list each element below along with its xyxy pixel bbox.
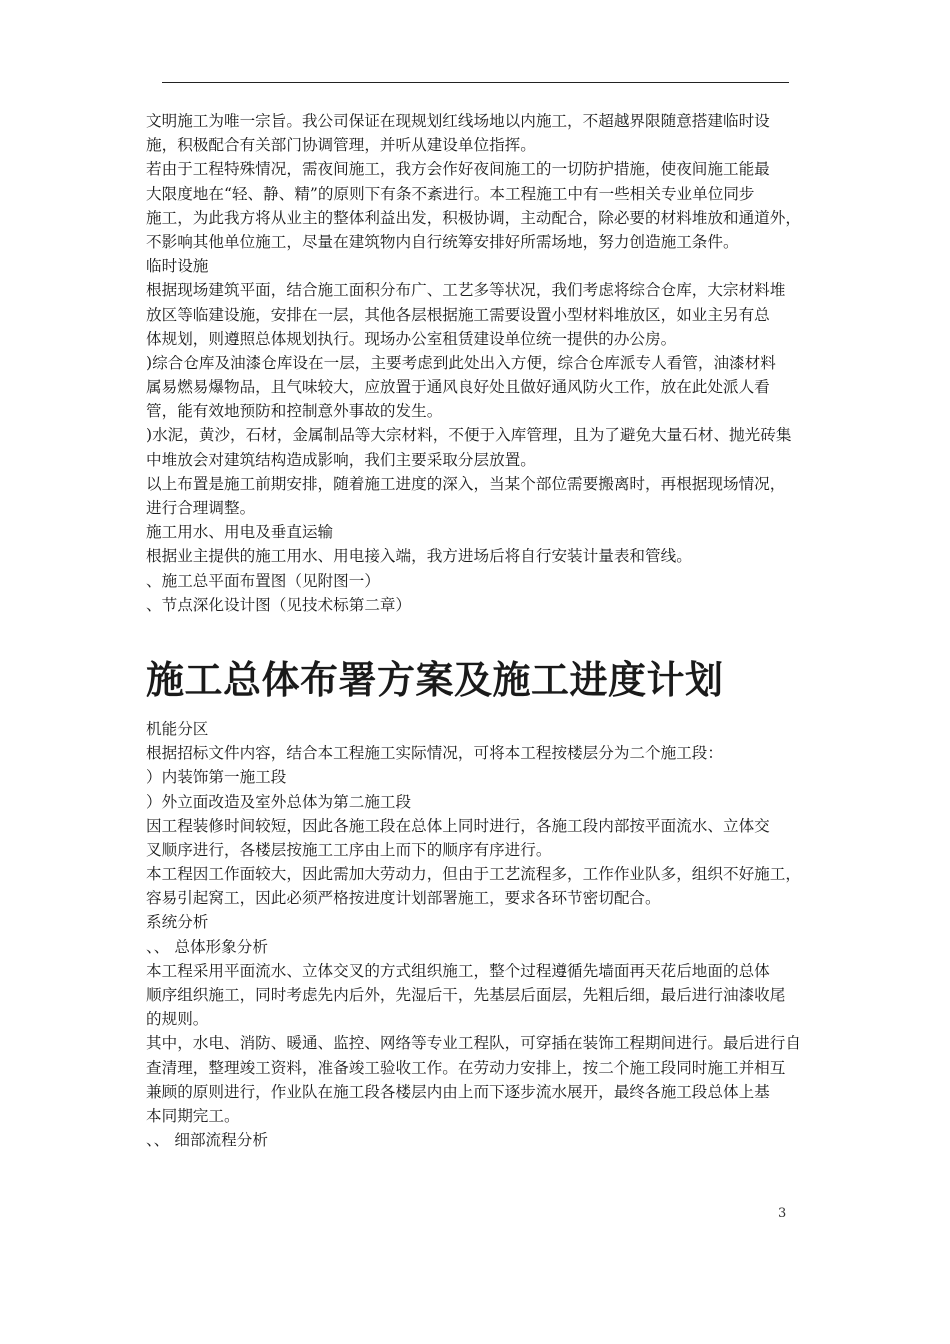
- text-line: 以上布置是施工前期安排，随着施工进度的深入，当某个部位需要搬离时，再根据现场情况，: [146, 474, 786, 493]
- text-line: 不影响其他单位施工，尽量在建筑物内自行统筹安排好所需场地，努力创造施工条件。: [146, 232, 739, 251]
- text-line: 其中，水电、消防、暖通、监控、网络等专业工程队，可穿插在装饰工程期间进行。最后进行自: [146, 1034, 801, 1053]
- text-line: 施，积极配合有关部门协调管理，并听从建设单位指挥。: [146, 136, 536, 155]
- text-line: 若由于工程特殊情况，需夜间施工，我方会作好夜间施工的一切防护措施，使夜间施工能最: [146, 160, 770, 179]
- text-line: 、施工总平面布置图（见附图一）: [146, 571, 380, 590]
- title-spacer: [146, 617, 814, 657]
- text-line: 施工用水、用电及垂直运输: [146, 523, 334, 542]
- text-line: )综合仓库及油漆仓库设在一层，主要考虑到此处出入方便，综合仓库派专人看管，油漆材料: [146, 353, 776, 372]
- text-line: 查清理，整理竣工资料，准备竣工验收工作。在劳动力安排上，按二个施工段同时施工并相互: [146, 1058, 786, 1077]
- text-line: 根据现场建筑平面，结合施工面积分布广、工艺多等状况，我们考虑将综合仓库，大宗材料堆: [146, 281, 786, 300]
- text-line: 体规划，则遵照总体规划执行。现场办公室租赁建设单位统一提供的办公房。: [146, 329, 677, 348]
- text-line: 叉顺序进行，各楼层按施工工序由上而下的顺序有序进行。: [146, 840, 552, 859]
- section-title: 施工总体布署方案及施工进度计划: [146, 657, 724, 702]
- text-line: 兼顾的原则进行，作业队在施工段各楼层内由上而下逐步流水展开，最终各施工段总体上基: [146, 1082, 770, 1101]
- text-line: 本工程因工作面较大，因此需加大劳动力，但由于工艺流程多，工作作业队多，组织不好施工，: [146, 865, 801, 884]
- text-line: 管，能有效地预防和控制意外事故的发生。: [146, 402, 443, 421]
- text-line: 临时设施: [146, 257, 209, 276]
- text-line: 的规则。: [146, 1010, 209, 1029]
- text-line: 、、 细部流程分析: [146, 1131, 268, 1150]
- text-line: 本同期完工。: [146, 1106, 240, 1125]
- text-line: 顺序组织施工，同时考虑先内后外，先湿后干，先基层后面层，先粗后细，最后进行油漆收尾: [146, 986, 786, 1004]
- text-line: 进行合理调整。: [146, 499, 256, 517]
- text-line: 容易引起窝工，因此必须严格按进度计划部署施工，要求各环节密切配合。: [146, 889, 661, 908]
- text-line: 文明施工为唯一宗旨。我公司保证在现规划红线场地以内施工，不超越界限随意搭建临时设: [146, 112, 770, 130]
- header-rule: [162, 82, 789, 83]
- text-line: 施工，为此我方将从业主的整体利益出发，积极协调，主动配合，除必要的材料堆放和通道外，: [146, 208, 801, 227]
- text-line: 中堆放会对建筑结构造成影响，我们主要采取分层放置。: [146, 450, 536, 469]
- text-line: 大限度地在“轻、静、精”的原则下有条不紊进行。本工程施工中有一些相关专业单位同步: [146, 184, 755, 203]
- text-line: ）内装饰第一施工段: [146, 768, 287, 787]
- section-2: [146, 717, 814, 1152]
- text-line: 本工程采用平面流水、立体交叉的方式组织施工，整个过程遵循先墙面再天花后地面的总体: [146, 961, 770, 980]
- text-line: 系统分析: [146, 913, 209, 932]
- text-line: 根据业主提供的施工用水、用电接入端，我方进场后将自行安装计量表和管线。: [146, 547, 692, 566]
- text-line: 放区等临建设施，安排在一层，其他各层根据施工需要设置小型材料堆放区，如业主另有总: [146, 305, 770, 324]
- text-line: ）外立面改造及室外总体为第二施工段: [146, 792, 412, 811]
- text-line: 因工程装修时间较短，因此各施工段在总体上同时进行，各施工段内部按平面流水、立体交: [146, 816, 770, 835]
- document-body: [146, 109, 814, 1152]
- text-line: 机能分区: [146, 719, 209, 738]
- text-line: 属易燃易爆物品，且气味较大，应放置于通风良好处且做好通风防火工作，放在此处派人看: [146, 378, 770, 397]
- text-line: 、节点深化设计图（见技术标第二章）: [146, 595, 412, 614]
- text-line: )水泥，黄沙，石材，金属制品等大宗材料，不便于入库管理，且为了避免大量石材、抛光砖集: [146, 426, 792, 445]
- section-1: [146, 109, 814, 617]
- page-number: 3: [778, 1206, 787, 1221]
- text-line: 、、 总体形象分析: [146, 937, 268, 956]
- text-line: 根据招标文件内容，结合本工程施工实际情况，可将本工程按楼层分为二个施工段：: [146, 744, 723, 763]
